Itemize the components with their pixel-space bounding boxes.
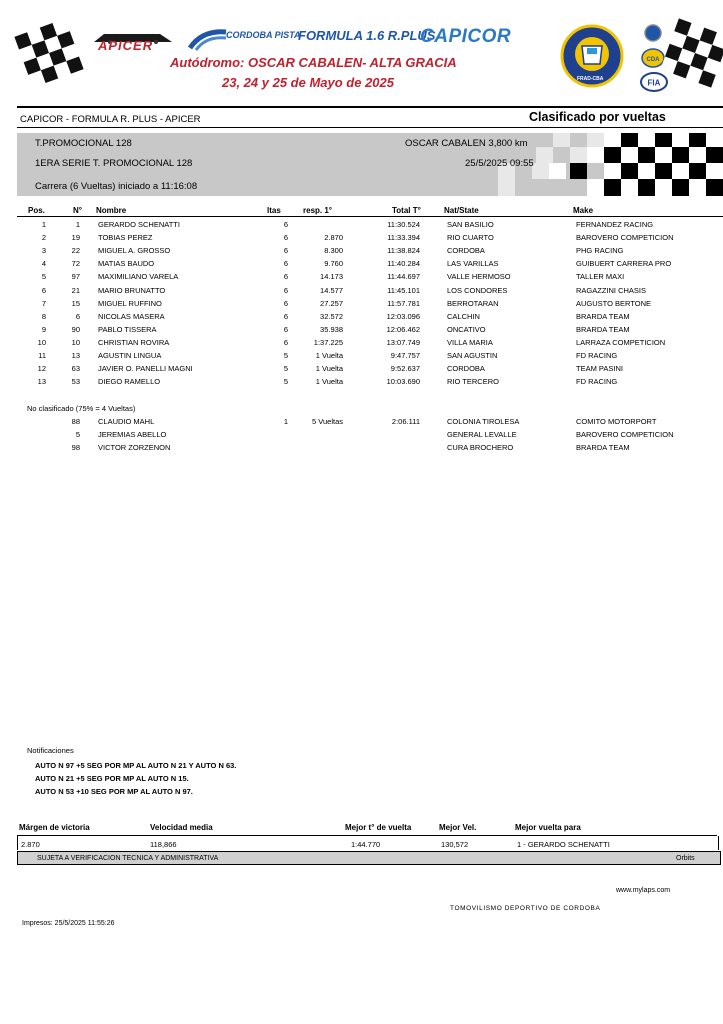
cell-make: RAGAZZINI CHASIS <box>576 285 647 295</box>
cell-nat: COLONIA TIROLESA <box>447 417 520 426</box>
cell-total: 11:57.781 <box>387 298 420 308</box>
cell-make: BRARDA TEAM <box>576 324 630 334</box>
cell-total: 12:03.096 <box>386 311 420 321</box>
cell-make: TALLER MAXI <box>576 272 625 282</box>
col-header-name: Nombre <box>96 206 127 215</box>
cell-gap: 1 Vuelta <box>315 364 343 374</box>
cell-num: 15 <box>71 298 80 308</box>
checkered-flag-left-icon <box>14 18 84 88</box>
notifications-title: Notificaciones <box>27 746 74 755</box>
not-classified-title: No clasificado (75% = 4 Vueltas) <box>27 404 136 413</box>
cell-name: DIEGO RAMELLO <box>98 377 161 387</box>
cell-name: JEREMIAS ABELLO <box>98 430 167 440</box>
cell-nat: CORDOBA <box>447 364 485 374</box>
cell-gap: 14.577 <box>320 285 343 295</box>
cell-num: 90 <box>71 324 80 334</box>
cell-pos: 11 <box>38 351 46 360</box>
formula-logo: FORMULA 1.6 R.PLUS <box>298 28 436 43</box>
cell-laps: 5 <box>283 364 288 374</box>
cell-make: BAROVERO COMPETICION <box>576 233 674 243</box>
cell-laps: 6 <box>283 311 288 321</box>
cell-gap: 8.300 <box>324 246 343 256</box>
cell-nat: ONCATIVO <box>447 324 486 334</box>
checkered-flag-right-icon <box>660 18 723 88</box>
cell-num: 98 <box>71 443 80 453</box>
series-name: 1ERA SERIE T. PROMOCIONAL 128 <box>35 158 193 169</box>
cell-make: GUIBUERT CARRERA PRO <box>576 259 672 269</box>
cell-total: 11:40.284 <box>387 259 420 269</box>
cell-nat: VALLE HERMOSO <box>447 272 511 282</box>
apicer-logo: APICER <box>90 30 176 52</box>
summary-best-lap-time: 1:44.770 <box>351 840 381 849</box>
col-header-laps: ltas <box>267 206 281 215</box>
cell-gap: 1 Vuelta <box>315 351 343 360</box>
summary-label-best-speed: Mejor Vel. <box>439 823 477 832</box>
cell-num: 63 <box>71 364 80 374</box>
cell-gap: 5 Vueltas <box>312 417 343 426</box>
summary-margin: 2.870 <box>21 840 40 849</box>
verification-note: SUJETA A VERIFICACION TECNICA Y ADMINISTRATIVA <box>37 855 219 862</box>
capicor-logo: CAPICOR <box>420 26 512 47</box>
cell-name: MIGUEL RUFFINO <box>98 298 162 308</box>
cell-gap: 14.173 <box>320 272 343 282</box>
cell-pos: 8 <box>41 311 46 321</box>
cell-name: VICTOR ZORZENON <box>98 443 171 453</box>
cell-gap: 35.938 <box>320 324 343 334</box>
cell-nat: CALCHIN <box>447 311 480 321</box>
col-header-num: N° <box>73 206 82 215</box>
cell-laps: 6 <box>283 246 288 256</box>
cell-nat: LOS CONDORES <box>447 285 508 295</box>
cordoba-pista-logo: CORDOBA PISTA <box>188 28 286 52</box>
cell-pos: 5 <box>41 272 46 282</box>
cell-total: 11:38.824 <box>387 246 420 256</box>
summary-label-best-lap-time: Mejor t° de vuelta <box>345 823 412 832</box>
divider <box>17 106 723 108</box>
cell-gap: 9.760 <box>324 259 343 269</box>
cell-gap: 2.870 <box>324 233 343 243</box>
cell-laps: 6 <box>283 324 288 334</box>
cell-make: FD RACING <box>576 377 618 387</box>
cell-pos: 12 <box>37 364 46 374</box>
cell-total: 11:30.524 <box>387 220 420 229</box>
cell-name: MAXIMILIANO VARELA <box>98 272 179 282</box>
cell-laps: 6 <box>283 337 288 347</box>
cell-nat: CORDOBA <box>447 246 485 256</box>
cell-name: MARIO BRUNATTO <box>98 285 166 295</box>
cell-name: AGUSTIN LINGUA <box>98 351 162 360</box>
notification-item: AUTO N 97 +5 SEG POR MP AL AUTO N 21 Y AUTO N 63. <box>35 761 237 770</box>
cell-nat: LAS VARILLAS <box>447 259 499 269</box>
cda-label: CDA <box>646 57 660 63</box>
cell-make: COMITO MOTORPORT <box>576 417 657 426</box>
cell-pos: 7 <box>41 298 46 308</box>
summary-label-best-lap-by: Mejor vuelta para <box>515 823 581 832</box>
cell-nat: CURA BROCHERO <box>447 443 514 453</box>
cell-num: 53 <box>71 377 80 387</box>
cell-name: CLAUDIO MAHL <box>98 417 155 426</box>
race-info: Carrera (6 Vueltas) iniciado a 11:16:08 <box>35 181 198 192</box>
frad-cba-label: FRAD-CBA <box>577 76 604 82</box>
cell-pos: 1 <box>41 220 46 229</box>
summary-best-speed: 130,572 <box>441 840 469 849</box>
organization-name: TOMOVILISMO DEPORTIVO DE CORDOBA <box>450 905 601 912</box>
cell-name: CHRISTIAN ROVIRA <box>98 337 170 347</box>
cell-nat: RIO CUARTO <box>447 233 494 243</box>
cell-total: 12:06.462 <box>386 324 420 334</box>
cell-make: TEAM PASINI <box>576 364 623 374</box>
cell-num: 22 <box>71 246 80 256</box>
cell-gap: 1 Vuelta <box>315 377 343 387</box>
col-header-gap: resp. 1° <box>303 206 332 215</box>
class-name: T.PROMOCIONAL 128 <box>35 138 132 149</box>
cell-laps: 6 <box>283 233 288 243</box>
cell-name: MIGUEL A. GROSSO <box>98 246 171 256</box>
cell-num: 5 <box>75 430 80 440</box>
cell-laps: 6 <box>283 298 288 308</box>
cell-name: JAVIER O. PANELLI MAGNI <box>98 364 193 374</box>
cell-laps: 6 <box>283 272 288 282</box>
report-title: Clasificado por vueltas <box>529 110 666 124</box>
cell-num: 6 <box>75 311 80 321</box>
cell-num: 21 <box>71 285 80 295</box>
cell-num: 72 <box>71 259 80 269</box>
cell-gap: 27.257 <box>320 298 343 308</box>
notification-item: AUTO N 21 +5 SEG POR MP AL AUTO N 15. <box>35 774 189 783</box>
col-header-make: Make <box>573 206 594 215</box>
cell-total: 11:44.697 <box>387 272 420 282</box>
cell-pos: 4 <box>41 259 46 269</box>
event-dates: 23, 24 y 25 de Mayo de 2025 <box>222 75 394 90</box>
cell-pos: 2 <box>41 233 46 243</box>
cell-name: MATIAS BAUDO <box>98 259 155 269</box>
cell-pos: 10 <box>37 337 46 347</box>
swoosh-icon <box>188 28 228 52</box>
orbits-brand: Orbits <box>676 855 695 862</box>
cell-num: 1 <box>75 220 80 229</box>
cell-name: PABLO TISSERA <box>98 324 157 334</box>
cell-nat: RIO TERCERO <box>447 377 499 387</box>
cell-make: FD RACING <box>576 351 618 360</box>
header-banner <box>0 0 723 104</box>
cell-pos: 3 <box>41 246 46 256</box>
summary-avg-speed: 118,866 <box>150 840 177 849</box>
cell-total: 10:03.690 <box>386 377 420 387</box>
cell-gap: 1:37.225 <box>313 337 343 347</box>
cell-make: PHG RACING <box>576 246 624 256</box>
summary-label-margin: Márgen de victoria <box>19 823 90 832</box>
divider <box>17 216 723 217</box>
cell-pos: 9 <box>41 324 46 334</box>
cell-gap: 32.572 <box>320 311 343 321</box>
cell-num: 97 <box>71 272 80 282</box>
cell-total: 9:52.637 <box>390 364 420 374</box>
col-header-total: Total T° <box>392 206 421 215</box>
cell-laps: 6 <box>283 220 288 229</box>
cell-total: 13:07.749 <box>386 337 420 347</box>
col-header-pos: Pos. <box>28 206 45 215</box>
cell-num: 88 <box>71 417 80 426</box>
cell-name: NICOLAS MASERA <box>98 311 165 321</box>
cell-laps: 1 <box>283 417 288 426</box>
track-info: OSCAR CABALEN 3,800 km <box>405 138 528 149</box>
cell-total: 11:33.394 <box>387 233 420 243</box>
cell-make: LARRAZA COMPETICION <box>576 337 666 347</box>
cell-pos: 6 <box>41 285 46 295</box>
cell-make: BAROVERO COMPETICION <box>576 430 674 440</box>
fia-label: FIA <box>647 78 661 88</box>
summary-best-lap-by: 1 - GERARDO SCHENATTI <box>517 840 610 849</box>
mylaps-link[interactable]: www.mylaps.com <box>616 887 671 894</box>
cell-laps: 5 <box>283 377 288 387</box>
cell-nat: VILLA MARIA <box>447 337 493 347</box>
cell-nat: GENERAL LEVALLE <box>447 430 517 440</box>
summary-label-avg-speed: Velocidad media <box>150 823 213 832</box>
col-header-nat: Nat/State <box>444 206 479 215</box>
cell-num: 10 <box>71 337 80 347</box>
cell-total: 11:45.101 <box>387 285 420 295</box>
session-datetime: 25/5/2025 09:55 <box>465 158 534 169</box>
cell-laps: 6 <box>283 285 288 295</box>
cell-total: 9:47.757 <box>390 351 420 360</box>
cell-name: GERARDO SCHENATTI <box>98 220 180 229</box>
cell-nat: BERROTARAN <box>447 298 499 308</box>
cell-num: 19 <box>71 233 80 243</box>
venue-title: Autódromo: OSCAR CABALEN- ALTA GRACIA <box>170 55 457 70</box>
cell-make: BRARDA TEAM <box>576 443 630 453</box>
notification-item: AUTO N 53 +10 SEG POR MP AL AUTO N 97. <box>35 787 193 796</box>
cell-make: FERNANDEZ RACING <box>576 220 654 229</box>
cell-nat: SAN BASILIO <box>447 220 494 229</box>
cell-num: 13 <box>71 351 80 360</box>
cell-make: AUGUSTO BERTONE <box>576 298 652 308</box>
cell-name: TOBIAS PEREZ <box>98 233 153 243</box>
cell-make: BRARDA TEAM <box>576 311 630 321</box>
cell-nat: SAN AGUSTIN <box>447 351 498 360</box>
cell-laps: 5 <box>283 351 288 360</box>
cell-laps: 6 <box>283 259 288 269</box>
divider <box>17 127 723 128</box>
cell-total: 2:06.111 <box>391 417 420 426</box>
cell-pos: 13 <box>37 377 46 387</box>
event-name: CAPICOR - FORMULA R. PLUS - APICER <box>20 114 201 125</box>
printed-timestamp: Impresos: 25/5/2025 11:55:26 <box>22 920 115 927</box>
